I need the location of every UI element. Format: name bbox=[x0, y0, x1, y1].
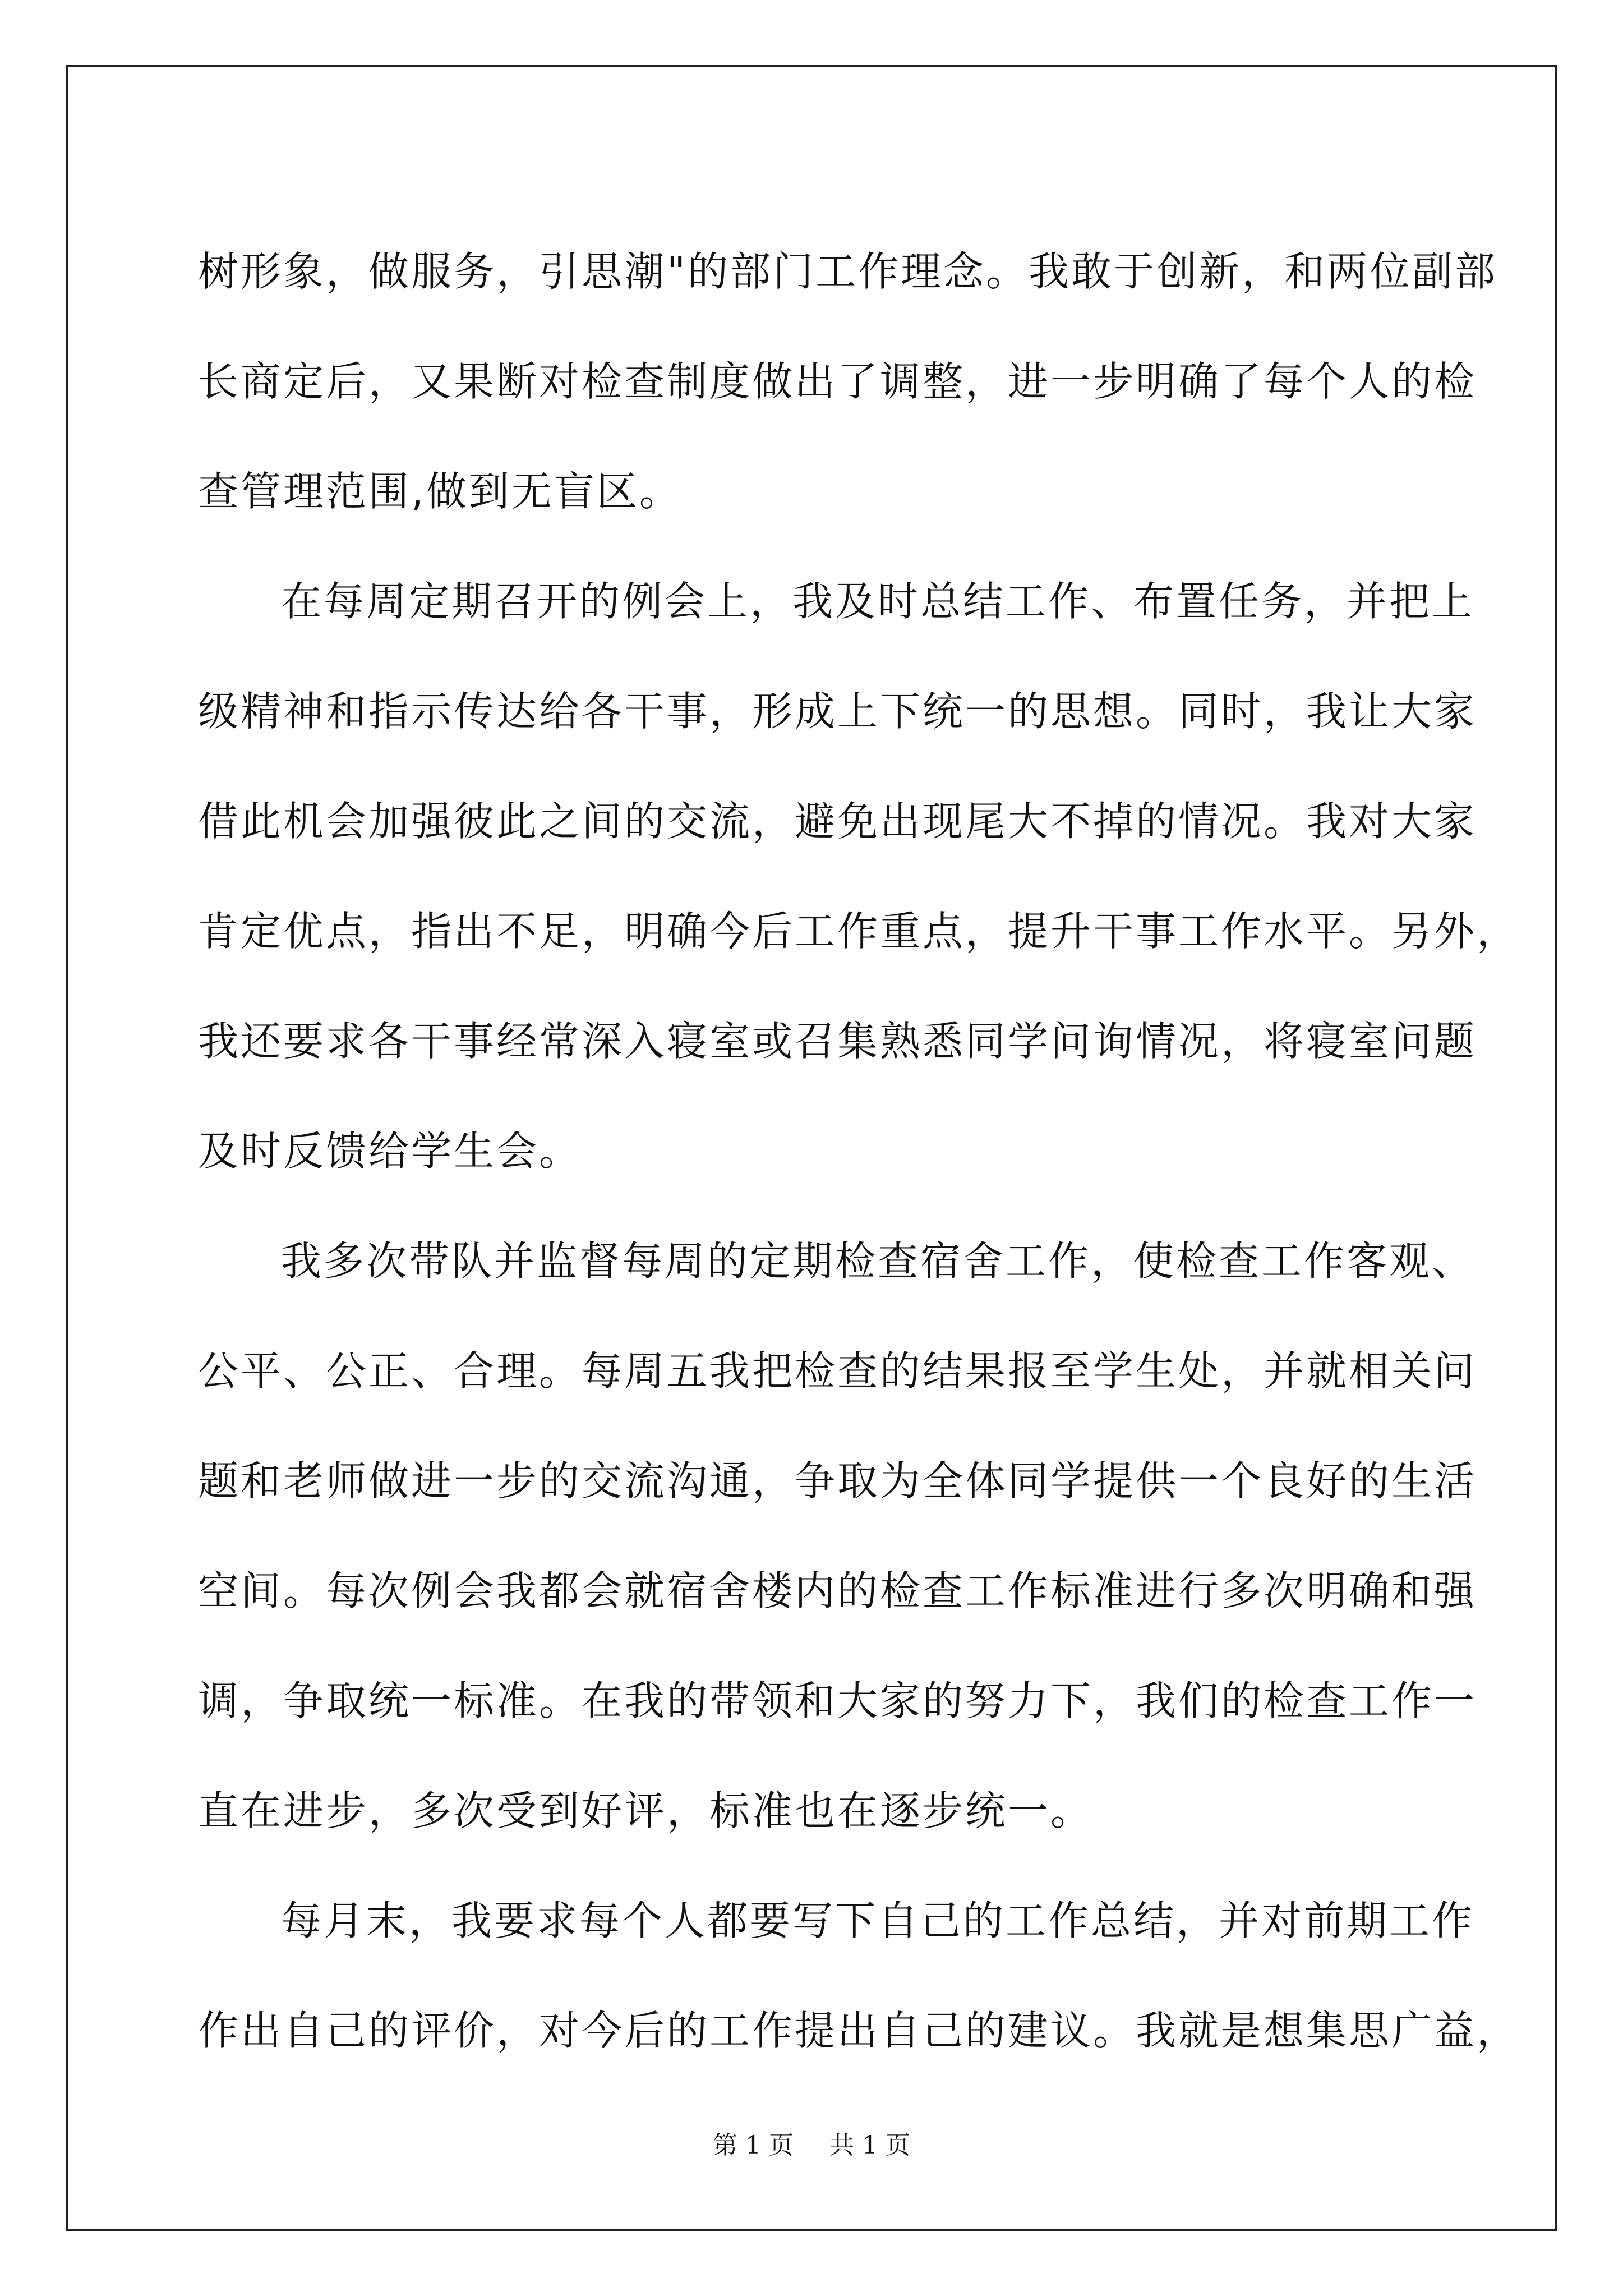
text-line: 级精神和指示传达给各干事，形成上下统一的思想。同时，我让大家 bbox=[198, 688, 1477, 735]
page-number-total: 共 1 页 bbox=[829, 2131, 910, 2160]
text-line: 调，争取统一标准。在我的带领和大家的努力下，我们的检查工作一 bbox=[198, 1677, 1477, 1724]
text-line: 及时反馈给学生会。 bbox=[198, 1128, 582, 1175]
text-line: 我还要求各干事经常深入寝室或召集熟悉同学问询情况，将寝室问题 bbox=[198, 1018, 1477, 1065]
text-line: 树形象，做服务，引思潮"的部门工作理念。我敢于创新，和两位副部 bbox=[198, 248, 1498, 295]
text-line: 在每周定期召开的例会上，我及时总结工作、布置任务，并把上 bbox=[281, 578, 1475, 625]
text-line: 查管理范围,做到无盲区。 bbox=[198, 468, 682, 515]
text-line: 我多次带队并监督每周的定期检查宿舍工作，使检查工作客观、 bbox=[281, 1237, 1475, 1285]
text-line: 空间。每次例会我都会就宿舍楼内的检查工作标准进行多次明确和强 bbox=[198, 1567, 1477, 1614]
text-line: 借此机会加强彼此之间的交流，避免出现尾大不掉的情况。我对大家 bbox=[198, 798, 1477, 845]
text-line: 长商定后，又果断对检查制度做出了调整，进一步明确了每个人的检 bbox=[198, 358, 1477, 405]
text-line: 直在进步，多次受到好评，标准也在逐步统一。 bbox=[198, 1787, 1094, 1834]
page-number-current: 第 1 页 bbox=[713, 2131, 794, 2160]
text-line: 肯定优点，指出不足，明确今后工作重点，提升干事工作水平。另外， bbox=[198, 908, 1520, 955]
text-line: 作出自己的评价，对今后的工作提出自己的建议。我就是想集思广益， bbox=[198, 2007, 1520, 2054]
page-footer bbox=[0, 2129, 1623, 2162]
document-body bbox=[198, 217, 1520, 2086]
text-line: 题和老师做进一步的交流沟通，争取为全体同学提供一个良好的生活 bbox=[198, 1457, 1477, 1504]
text-line: 每月末，我要求每个人都要写下自己的工作总结，并对前期工作 bbox=[281, 1897, 1475, 1944]
text-line: 公平、公正、合理。每周五我把检查的结果报至学生处，并就相关问 bbox=[198, 1347, 1477, 1395]
